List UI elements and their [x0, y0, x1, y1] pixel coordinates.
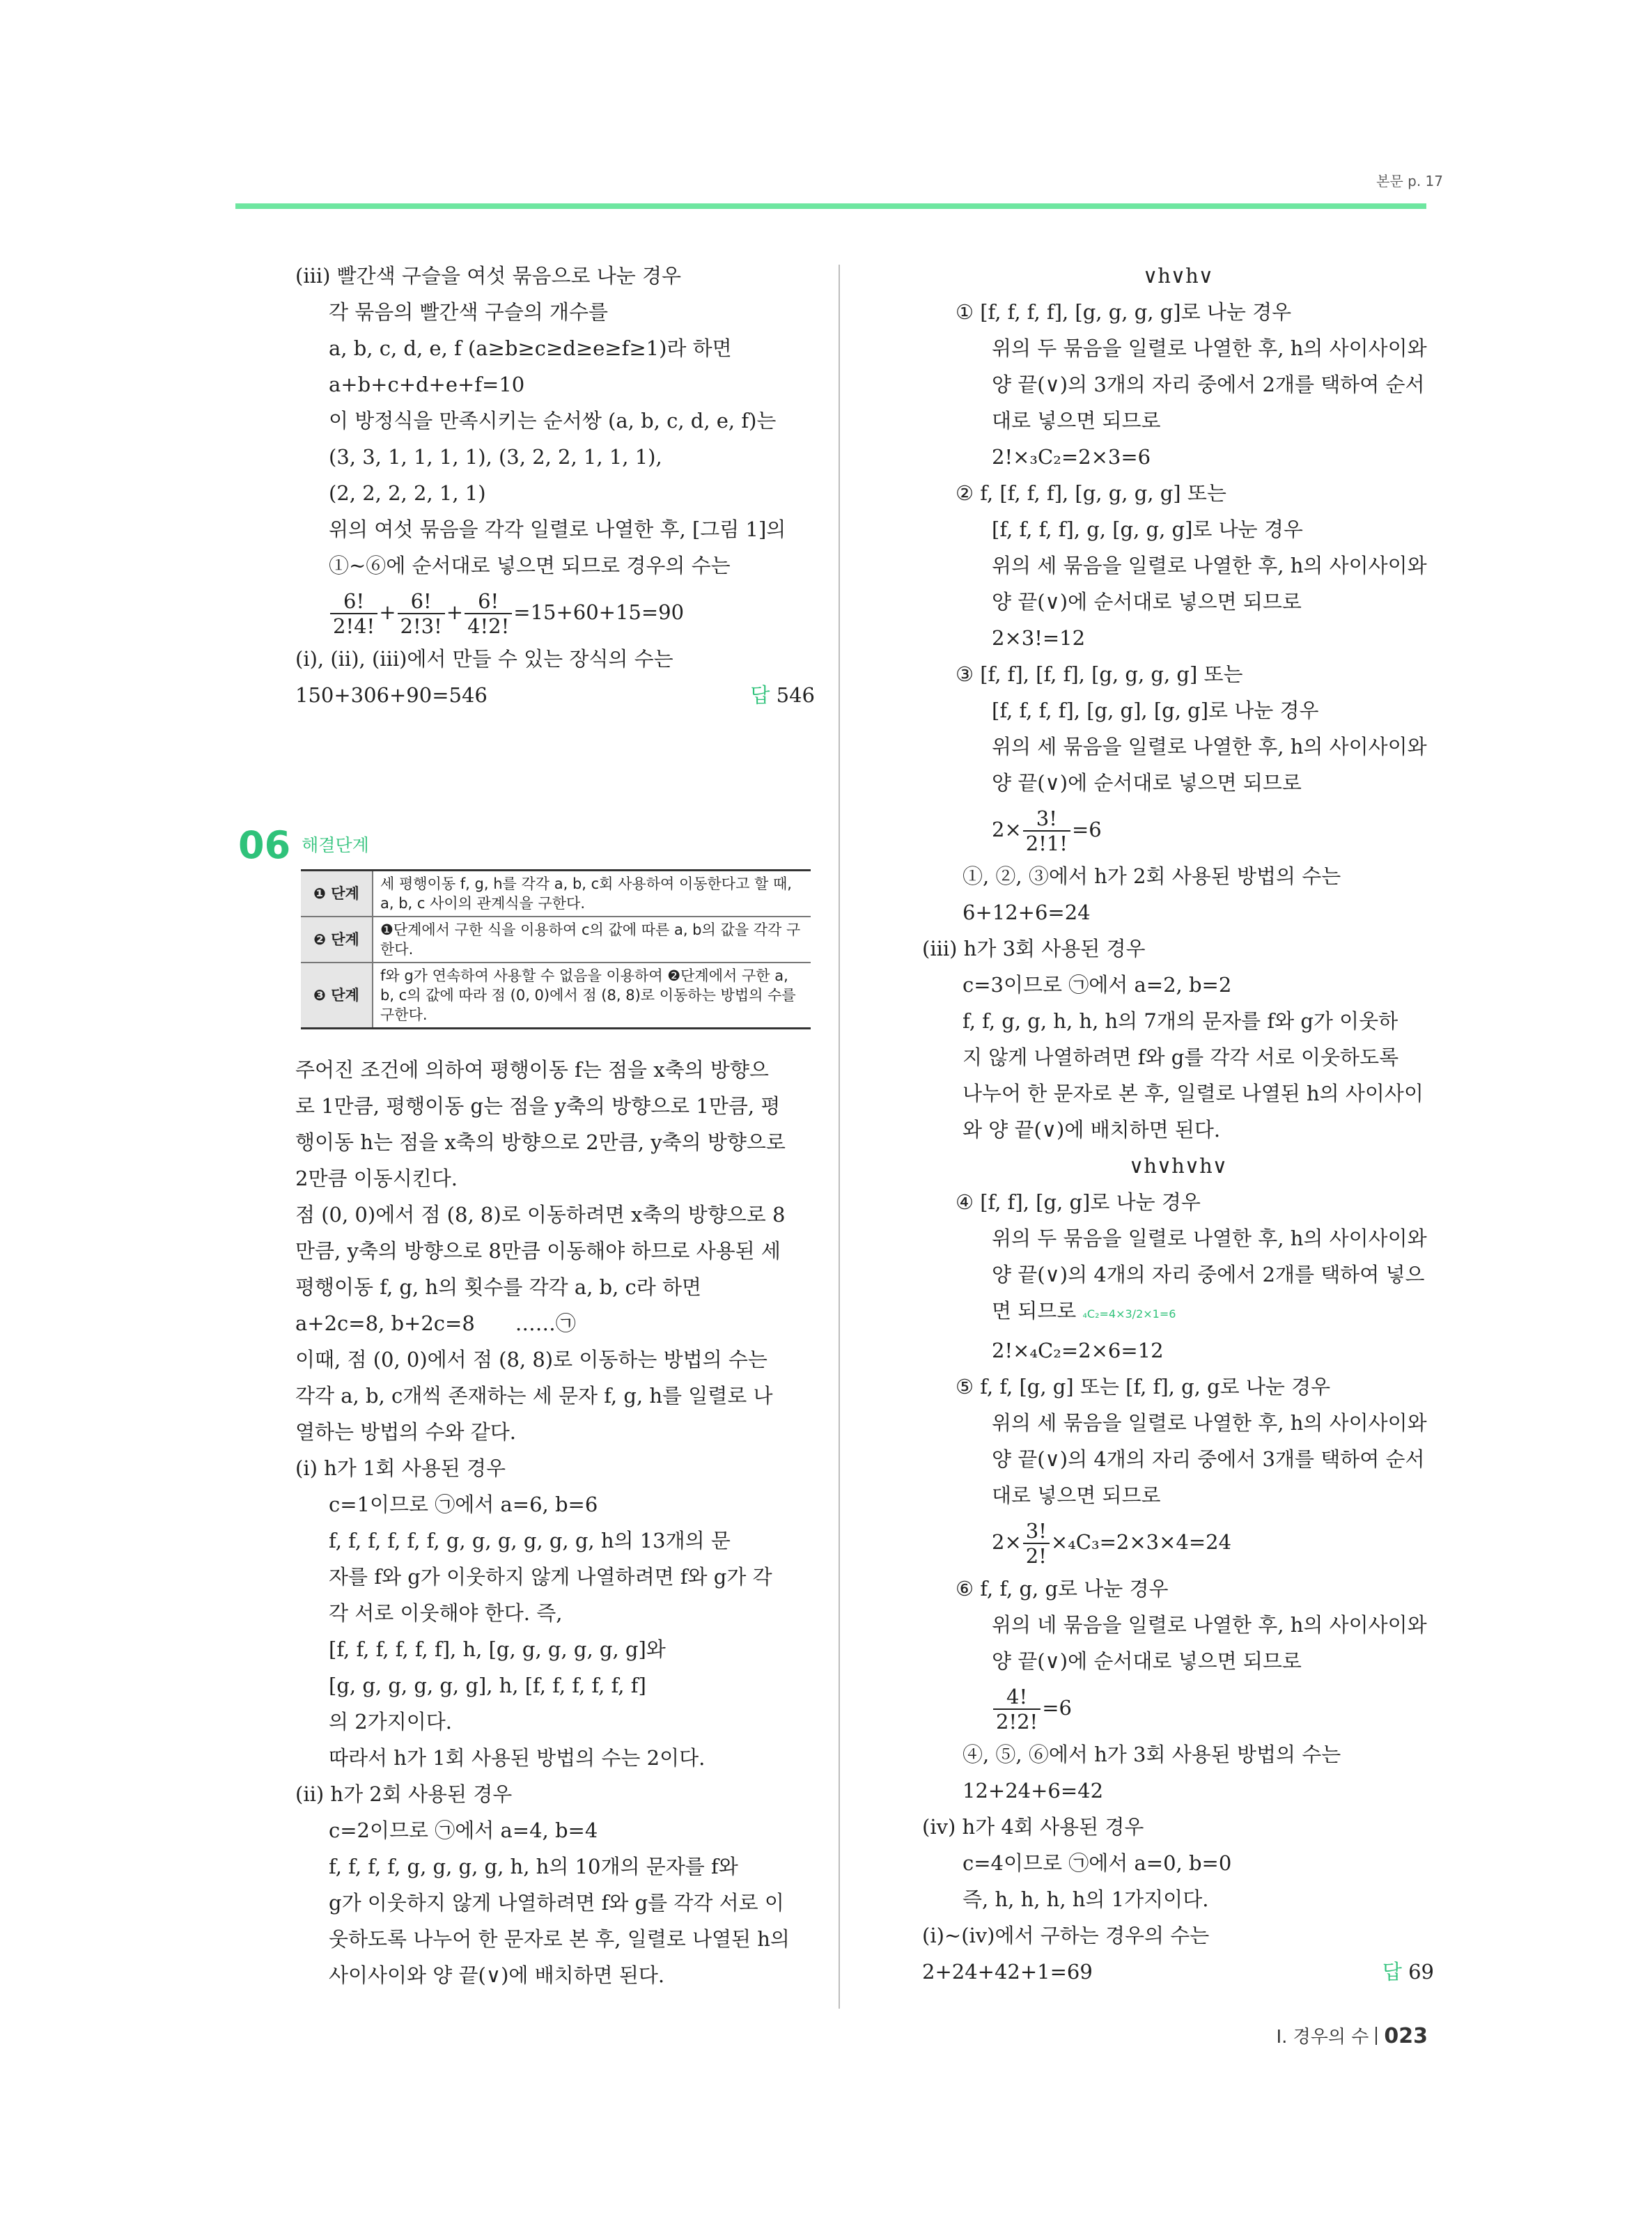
left-column-bottom — [295, 1052, 815, 1993]
step-row — [301, 871, 811, 917]
section-header — [238, 823, 369, 867]
step-text: ❶단계에서 구한 식을 이용하여 c의 값에 따른 a, b의 값을 각각 구한다. — [373, 917, 811, 963]
text-line: 위의 두 묶음을 일렬로 나열한 후, h의 사이사이와 — [992, 336, 1427, 360]
text-line: 6+12+6=24 — [963, 901, 1091, 924]
text-line: 위의 두 묶음을 일렬로 나열한 후, h의 사이사이와 — [992, 1226, 1427, 1250]
text-line: c=4이므로 ㉠에서 a=0, b=0 — [963, 1851, 1232, 1875]
text-line: c=3이므로 ㉠에서 a=2, b=2 — [963, 973, 1232, 997]
text-line: c=1이므로 ㉠에서 a=6, b=6 — [329, 1493, 598, 1516]
text-line: 면 되므로 ₄C₂=4×3/2×1=6 — [992, 1299, 1176, 1323]
page-reference: 본문 p. 17 — [1376, 173, 1443, 189]
text-line: [g, g, g, g, g, g], h, [f, f, f, f, f, f] — [329, 1674, 646, 1697]
total-line: 2+24+42+1=69 답 69 — [922, 1954, 1434, 1990]
text-line: [f, f, f, f], [g, g], [g, g]로 나눈 경우 — [992, 699, 1319, 722]
page-footer — [1276, 2023, 1428, 2048]
text-line: (3, 3, 1, 1, 1, 1), (3, 2, 2, 1, 1, 1), — [329, 445, 662, 469]
text-line: (iv) h가 4회 사용된 경우 — [922, 1815, 1144, 1839]
text-line: ① [f, f, f, f], [g, g, g, g]로 나눈 경우 — [956, 300, 1292, 324]
text-line: (i)~(iv)에서 구하는 경우의 수는 — [922, 1924, 1210, 1947]
text-line: [f, f, f, f], g, [g, g, g]로 나눈 경우 — [992, 517, 1303, 541]
right-column — [922, 258, 1434, 1990]
text-line: 나누어 한 문자로 본 후, 일렬로 나열된 h의 사이사이 — [963, 1082, 1424, 1105]
step-row — [301, 963, 811, 1029]
text-line: 따라서 h가 1회 사용된 방법의 수는 2이다. — [329, 1746, 706, 1770]
text-line: ④, ⑤, ⑥에서 h가 3회 사용된 방법의 수는 — [963, 1743, 1341, 1766]
steps-table — [301, 869, 811, 1029]
text-line: 위의 네 묶음을 일렬로 나열한 후, h의 사이사이와 — [992, 1613, 1427, 1637]
step-text: 세 평행이동 f, g, h를 각각 a, b, c회 사용하여 이동한다고 할 때, a, b, c 사이의 관계식을 구한다. — [373, 871, 811, 917]
fraction: $\frac{4!}{2!2!}$ — [993, 1685, 1041, 1734]
text-line: 각 묶음의 빨간색 구슬의 개수를 — [329, 300, 609, 324]
text-line: 지 않게 나열하려면 f와 g를 각각 서로 이웃하도록 — [963, 1045, 1399, 1069]
text-line: 주어진 조건에 의하여 평행이동 f는 점을 x축의 방향으 — [295, 1058, 769, 1082]
answer: 답 546 — [750, 683, 815, 707]
text-line: 2만큼 이동시킨다. — [295, 1167, 458, 1190]
fraction: $\frac{6!}{4!2!}$ — [465, 589, 512, 638]
text-line: 이 방정식을 만족시키는 순서쌍 (a, b, c, d, e, f)는 — [329, 409, 777, 433]
text-line: 12+24+6=42 — [963, 1779, 1104, 1802]
text-line: 즉, h, h, h, h의 1가지이다. — [963, 1887, 1209, 1911]
text-line: ①~⑥에 순서대로 넣으면 되므로 경우의 수는 — [329, 554, 731, 577]
text-line: 로 1만큼, 평행이동 g는 점을 y축의 방향으로 1만큼, 평 — [295, 1094, 781, 1118]
text-line: 양 끝(∨)에 순서대로 넣으면 되므로 — [992, 1649, 1302, 1673]
text-line: 웃하도록 나누어 한 문자로 본 후, 일렬로 나열된 h의 — [329, 1927, 790, 1951]
text-line: 양 끝(∨)의 3개의 자리 중에서 2개를 택하여 순서 — [992, 373, 1425, 396]
step-label: ❸ 단계 — [301, 963, 373, 1029]
section-number: 06 — [238, 823, 291, 867]
text-line: ② f, [f, f, f], [g, g, g, g] 또는 — [956, 481, 1226, 505]
text-line: 의 2가지이다. — [329, 1710, 452, 1734]
fraction: $\frac{6!}{2!3!}$ — [398, 589, 445, 638]
section-title: 해결단계 — [302, 835, 369, 855]
fraction: $\frac{6!}{2!4!}$ — [330, 589, 377, 638]
text-line: 사이사이와 양 끝(∨)에 배치하면 된다. — [329, 1963, 665, 1987]
fraction: $\frac{3!}{2!}$ — [1023, 1519, 1050, 1568]
fraction-equation: 2× $\frac{3!}{2!}$ ×₄C₃=2×3×4=24 — [992, 1519, 1232, 1568]
chapter-title: Ⅰ. 경우의 수 — [1276, 2027, 1369, 2048]
text-line: (iii) 빨간색 구슬을 여섯 묶음으로 나눈 경우 — [295, 264, 681, 288]
answer: 답 69 — [1382, 1960, 1434, 1984]
page-number: 023 — [1384, 2024, 1428, 2048]
margin-note: ₄C₂=4×3/2×1=6 — [1082, 1307, 1176, 1321]
text-line: f, f, f, f, g, g, g, g, h, h의 10개의 문자를 f와 — [329, 1855, 738, 1878]
text-line: 대로 넣으면 되므로 — [992, 409, 1161, 433]
text-line: 2!×₃C₂=2×3=6 — [992, 445, 1151, 469]
step-text: f와 g가 연속하여 사용할 수 없음을 이용하여 ❷단계에서 구한 a, b, c의 값에 따라 점 (0, 0)에서 점 (8, 8)로 이동하는 방법의 수를 구한다. — [373, 963, 811, 1029]
text-line: ⑤ f, f, [g, g] 또는 [f, f], g, g로 나눈 경우 — [956, 1375, 1331, 1399]
total-line: 150+306+90=546 답 546 — [295, 677, 815, 713]
text-line: 양 끝(∨)의 4개의 자리 중에서 3개를 택하여 순서 — [992, 1447, 1425, 1471]
text-line: 각 서로 이웃해야 한다. 즉, — [329, 1601, 563, 1625]
text-line: ④ [f, f], [g, g]로 나눈 경우 — [956, 1190, 1201, 1214]
text-line: 위의 세 묶음을 일렬로 나열한 후, h의 사이사이와 — [992, 735, 1427, 758]
text-line: 행이동 h는 점을 x축의 방향으로 2만큼, y축의 방향으로 — [295, 1130, 786, 1154]
header-rule — [235, 203, 1426, 209]
text-line: 양 끝(∨)의 4개의 자리 중에서 2개를 택하여 넣으 — [992, 1263, 1425, 1286]
text-line: ⑥ f, f, g, g로 나눈 경우 — [956, 1577, 1169, 1601]
text-line: [f, f, f, f, f, f], h, [g, g, g, g, g, g]와 — [329, 1637, 666, 1661]
text-line: (2, 2, 2, 2, 1, 1) — [329, 481, 486, 505]
text-line: a+b+c+d+e+f=10 — [329, 373, 525, 396]
text-line: 양 끝(∨)에 순서대로 넣으면 되므로 — [992, 590, 1302, 614]
text-line: c=2이므로 ㉠에서 a=4, b=4 — [329, 1819, 598, 1842]
text-line: ③ [f, f], [f, f], [g, g, g, g] 또는 — [956, 662, 1243, 686]
fraction: $\frac{3!}{2!1!}$ — [1023, 807, 1070, 855]
text-line: 만큼, y축의 방향으로 8만큼 이동해야 하므로 사용된 세 — [295, 1239, 781, 1263]
fraction-equation: $\frac{4!}{2!2!}$ =6 — [922, 1679, 1434, 1736]
text-line: 위의 세 묶음을 일렬로 나열한 후, h의 사이사이와 — [992, 554, 1427, 577]
text-line: (i) h가 1회 사용된 경우 — [295, 1456, 506, 1480]
text-line: f, f, g, g, h, h, h의 7개의 문자를 f와 g가 이웃하 — [963, 1009, 1398, 1033]
text-line: 대로 넣으면 되므로 — [992, 1483, 1161, 1507]
text-line: 양 끝(∨)에 순서대로 넣으면 되므로 — [992, 771, 1302, 795]
step-label: ❶ 단계 — [301, 871, 373, 917]
text-line: 각각 a, b, c개씩 존재하는 세 문자 f, g, h를 일렬로 나 — [295, 1384, 773, 1408]
text-line: (iii) h가 3회 사용된 경우 — [922, 937, 1146, 960]
text-line: 자를 f와 g가 이웃하지 않게 나열하려면 f와 g가 각 — [329, 1565, 772, 1589]
text-line: 위의 세 묶음을 일렬로 나열한 후, h의 사이사이와 — [992, 1411, 1427, 1435]
text-line: a, b, c, d, e, f (a≥b≥c≥d≥e≥f≥1)라 하면 — [329, 336, 732, 360]
text-line: ∨h∨h∨ — [1142, 264, 1214, 288]
column-divider — [839, 265, 840, 2009]
text-line: a+2c=8, b+2c=8 ……㉠ — [295, 1311, 576, 1335]
text-line: f, f, f, f, f, f, g, g, g, g, g, g, h의 13개의 문 — [329, 1529, 731, 1552]
text-line: (ii) h가 2회 사용된 경우 — [295, 1782, 513, 1806]
step-row — [301, 917, 811, 963]
step-label: ❷ 단계 — [301, 917, 373, 963]
text-line: g가 이웃하지 않게 나열하려면 f와 g를 각각 서로 이 — [329, 1891, 784, 1915]
fraction-equation: $\frac{6!}{2!4!}$ + $\frac{6!}{2!3!}$ + $\frac{6!}{4!2!}$ =15+60+15=90 — [295, 584, 815, 641]
text-line: 와 양 끝(∨)에 배치하면 된다. — [963, 1118, 1221, 1142]
left-column-top — [295, 258, 815, 713]
text-line: ∨h∨h∨h∨ — [1129, 1154, 1227, 1178]
text-line: 평행이동 f, g, h의 횟수를 각각 a, b, c라 하면 — [295, 1275, 702, 1299]
footer-divider — [1376, 2027, 1377, 2045]
fraction-equation: 2× $\frac{3!}{2!1!}$ =6 — [992, 807, 1102, 855]
text-line: 이때, 점 (0, 0)에서 점 (8, 8)로 이동하는 방법의 수는 — [295, 1348, 767, 1371]
text-line: ①, ②, ③에서 h가 2회 사용된 방법의 수는 — [963, 864, 1341, 888]
text-line: (i), (ii), (iii)에서 만들 수 있는 장식의 수는 — [295, 647, 673, 671]
text-line: 점 (0, 0)에서 점 (8, 8)로 이동하려면 x축의 방향으로 8 — [295, 1203, 786, 1226]
text-line: 열하는 방법의 수와 같다. — [295, 1420, 517, 1444]
text-line: 2!×₄C₂=2×6=12 — [992, 1339, 1164, 1362]
text-line: 2×3!=12 — [992, 626, 1086, 650]
text-line: 위의 여섯 묶음을 각각 일렬로 나열한 후, [그림 1]의 — [329, 517, 786, 541]
